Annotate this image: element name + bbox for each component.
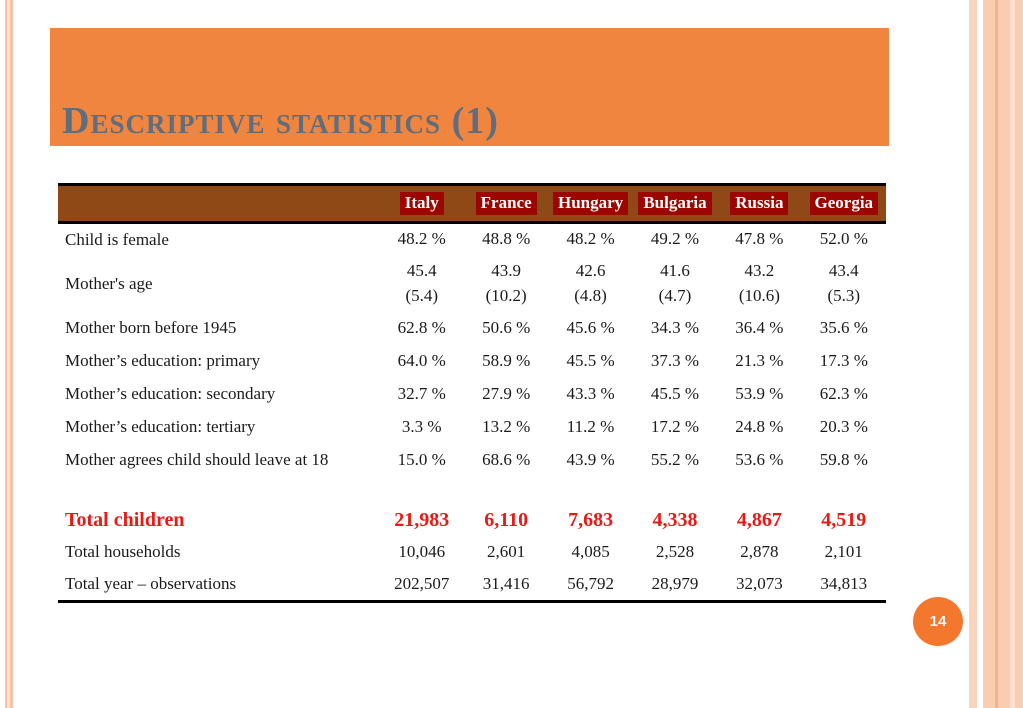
- stat-value: 62.8 %: [397, 317, 446, 337]
- stat-value-cell: [633, 312, 717, 345]
- stat-value: 28,979: [651, 573, 699, 593]
- stat-value-cell: [380, 505, 464, 536]
- stat-value: 4,338: [652, 508, 698, 531]
- stat-value-cell: [380, 345, 464, 378]
- stat-value-cell: [717, 256, 801, 312]
- row-label: Total households: [65, 542, 181, 561]
- row-label: Mother’s education: tertiary: [65, 417, 256, 436]
- stat-value-cell: [802, 444, 886, 477]
- country-column-header: [717, 185, 801, 223]
- stat-value: 45.4: [406, 260, 437, 280]
- stat-value: 34.3 %: [650, 317, 700, 337]
- stat-value: 43.4: [828, 260, 859, 280]
- stat-value: 45.6 %: [566, 317, 615, 337]
- stat-value: 32,073: [736, 573, 783, 593]
- stat-value-cell: [802, 378, 886, 411]
- stat-value-cell: [548, 411, 632, 444]
- stat-value: 50.6 %: [482, 317, 531, 337]
- stat-value: 43.9 %: [566, 449, 615, 469]
- page-title: Descriptive statistics (1): [62, 100, 499, 143]
- header-corner-cell: [58, 185, 380, 223]
- stat-value-cell: [633, 569, 717, 602]
- stat-value-sd: (5.3): [827, 285, 861, 305]
- table-row: [58, 345, 886, 378]
- country-header-chip: Russia: [730, 192, 788, 215]
- stat-value: 34,813: [820, 573, 868, 593]
- stat-value-cell: [802, 256, 886, 312]
- stat-value: 2,528: [655, 541, 695, 561]
- stat-value-cell: [717, 223, 801, 256]
- left-border-stripe: [5, 0, 13, 708]
- row-label: Mother born before 1945: [65, 318, 237, 337]
- table-row: [58, 312, 886, 345]
- stat-value-cell: [548, 256, 632, 312]
- stat-value-cell: [464, 345, 548, 378]
- stat-value: 20.3 %: [819, 416, 868, 436]
- stat-value: 45.5 %: [566, 350, 615, 370]
- table-row: [58, 411, 886, 444]
- stat-value-cell: [717, 444, 801, 477]
- page-number: 14: [929, 613, 947, 630]
- stat-value-sd: (10.2): [485, 285, 527, 305]
- right-border-stripe-band: [983, 0, 1023, 708]
- stat-value-cell: [633, 411, 717, 444]
- stat-value: 7,683: [568, 508, 614, 531]
- stat-value: 2,878: [740, 541, 779, 561]
- country-column-header: [464, 185, 548, 223]
- stat-value-cell: [380, 378, 464, 411]
- country-header-chip: Bulgaria: [638, 192, 711, 215]
- stat-value-cell: [548, 444, 632, 477]
- stat-value-cell: [717, 345, 801, 378]
- stat-value-sd: (4.8): [574, 285, 607, 305]
- stat-value: 64.0 %: [397, 350, 446, 370]
- stat-value: 48.8 %: [482, 229, 531, 249]
- stat-value-cell: [464, 378, 548, 411]
- country-column-header: [548, 185, 632, 223]
- stat-value: 10,046: [398, 541, 446, 561]
- country-header-chip: Hungary: [553, 192, 628, 215]
- stat-value-cell: [464, 444, 548, 477]
- spacer-row: [58, 477, 886, 505]
- stat-value-cell: [464, 505, 548, 536]
- stat-value: 43.2: [744, 260, 775, 280]
- stat-value: 52.0 %: [819, 229, 868, 249]
- statistics-table: [58, 183, 886, 603]
- country-column-header: [380, 185, 464, 223]
- stat-value-cell: [548, 569, 632, 602]
- stat-value: 55.2 %: [650, 449, 700, 469]
- stat-value-cell: [380, 411, 464, 444]
- table-row: [58, 256, 886, 312]
- stat-value-cell: [464, 223, 548, 256]
- stat-value-cell: [380, 256, 464, 312]
- right-border-stripe-thin: [969, 0, 977, 708]
- country-header-chip: Italy: [400, 192, 444, 215]
- table-row: [58, 223, 886, 256]
- stat-value: 3.3 %: [401, 416, 442, 436]
- stat-value: 43.9: [491, 260, 522, 280]
- stat-value: 17.2 %: [650, 416, 700, 436]
- table-row: [58, 569, 886, 602]
- stat-value: 59.8 %: [819, 449, 868, 469]
- stat-value: 48.2 %: [397, 229, 446, 249]
- stat-value-cell: [464, 536, 548, 569]
- stat-value-cell: [380, 312, 464, 345]
- stat-value: 24.8 %: [735, 416, 784, 436]
- stat-value: 56,792: [567, 573, 614, 593]
- table-row: [58, 536, 886, 569]
- stat-value-cell: [548, 536, 632, 569]
- row-label: Child is female: [65, 229, 169, 249]
- stat-value-cell: [802, 312, 886, 345]
- stat-value-cell: [717, 378, 801, 411]
- stat-value: 68.6 %: [482, 449, 531, 469]
- table-row: [58, 378, 886, 411]
- stat-value-cell: [548, 223, 632, 256]
- table-row: [58, 444, 886, 477]
- stat-value-cell: [380, 444, 464, 477]
- stat-value-cell: [464, 411, 548, 444]
- stat-value: 43.3 %: [566, 383, 615, 403]
- country-column-header: [802, 185, 886, 223]
- stat-value-cell: [802, 223, 886, 256]
- stat-value: 21.3 %: [735, 350, 784, 370]
- stat-value-cell: [633, 256, 717, 312]
- stat-value-cell: [633, 505, 717, 536]
- stat-value-sd: (10.6): [738, 285, 780, 305]
- stat-value-cell: [633, 444, 717, 477]
- stat-value: 17.3 %: [819, 350, 868, 370]
- row-label: Mother's age: [65, 273, 153, 293]
- spacer-cell: [58, 477, 886, 505]
- stat-value: 2,101: [824, 541, 863, 561]
- stat-value: 202,507: [394, 573, 450, 593]
- stat-value: 36.4 %: [735, 317, 784, 337]
- stat-value-cell: [464, 256, 548, 312]
- stat-value-cell: [802, 536, 886, 569]
- stat-value: 41.6: [660, 260, 690, 280]
- stat-value-cell: [548, 378, 632, 411]
- stat-value-cell: [802, 411, 886, 444]
- country-header-chip: Georgia: [810, 192, 879, 215]
- stat-value: 6,110: [484, 508, 529, 531]
- stat-value: 62.3 %: [819, 383, 868, 403]
- stat-value: 53.9 %: [735, 383, 784, 403]
- stat-value-sd: (5.4): [405, 285, 439, 305]
- stat-value: 58.9 %: [482, 350, 531, 370]
- stat-value: 49.2 %: [650, 229, 700, 249]
- stat-value: 42.6: [575, 260, 606, 280]
- stat-value-cell: [802, 505, 886, 536]
- stat-value-sd: (4.7): [658, 285, 692, 305]
- stat-value-cell: [633, 378, 717, 411]
- stat-value-cell: [717, 411, 801, 444]
- stat-value: 37.3 %: [650, 350, 700, 370]
- stat-value: 47.8 %: [735, 229, 784, 249]
- stat-value-cell: [633, 536, 717, 569]
- page-number-badge: [913, 597, 963, 646]
- stat-value-cell: [548, 505, 632, 536]
- stat-value: 35.6 %: [819, 317, 868, 337]
- stat-value: 15.0 %: [397, 449, 446, 469]
- stat-value-cell: [464, 569, 548, 602]
- stat-value-cell: [717, 505, 801, 536]
- stat-value-cell: [717, 312, 801, 345]
- stat-value-cell: [464, 312, 548, 345]
- stat-value-cell: [548, 312, 632, 345]
- stat-value-cell: [380, 569, 464, 602]
- stat-value: 13.2 %: [482, 416, 531, 436]
- row-label: Mother’s education: primary: [65, 351, 261, 370]
- row-label: Mother agrees child should leave at 18: [65, 450, 329, 469]
- stat-value: 2,601: [487, 541, 526, 561]
- stat-value: 31,416: [482, 573, 530, 593]
- stat-value: 32.7 %: [397, 383, 446, 403]
- stat-value-cell: [802, 345, 886, 378]
- stat-value-cell: [380, 536, 464, 569]
- table-row: [58, 505, 886, 536]
- stat-value-cell: [380, 223, 464, 256]
- stat-value: 4,519: [821, 508, 867, 531]
- stat-value: 11.2 %: [566, 416, 615, 436]
- stat-value: 4,867: [736, 508, 782, 531]
- stat-value: 21,983: [394, 508, 450, 531]
- country-header-chip: France: [476, 192, 537, 215]
- stat-value-cell: [717, 569, 801, 602]
- stat-value-cell: [802, 569, 886, 602]
- stat-value: 27.9 %: [482, 383, 531, 403]
- row-label: Mother’s education: secondary: [65, 384, 276, 403]
- stat-value-cell: [633, 223, 717, 256]
- stat-value: 4,085: [571, 541, 610, 561]
- row-label: Total children: [65, 508, 185, 531]
- stat-value-cell: [717, 536, 801, 569]
- stat-value: 53.6 %: [735, 449, 784, 469]
- row-label: Total year – observations: [58, 569, 380, 602]
- stat-value-cell: [548, 345, 632, 378]
- title-banner: [50, 28, 889, 146]
- stat-value-cell: [633, 345, 717, 378]
- stat-value: 45.5 %: [650, 383, 700, 403]
- country-column-header: [633, 185, 717, 223]
- stat-value: 48.2 %: [566, 229, 615, 249]
- table-header-row: [58, 185, 886, 223]
